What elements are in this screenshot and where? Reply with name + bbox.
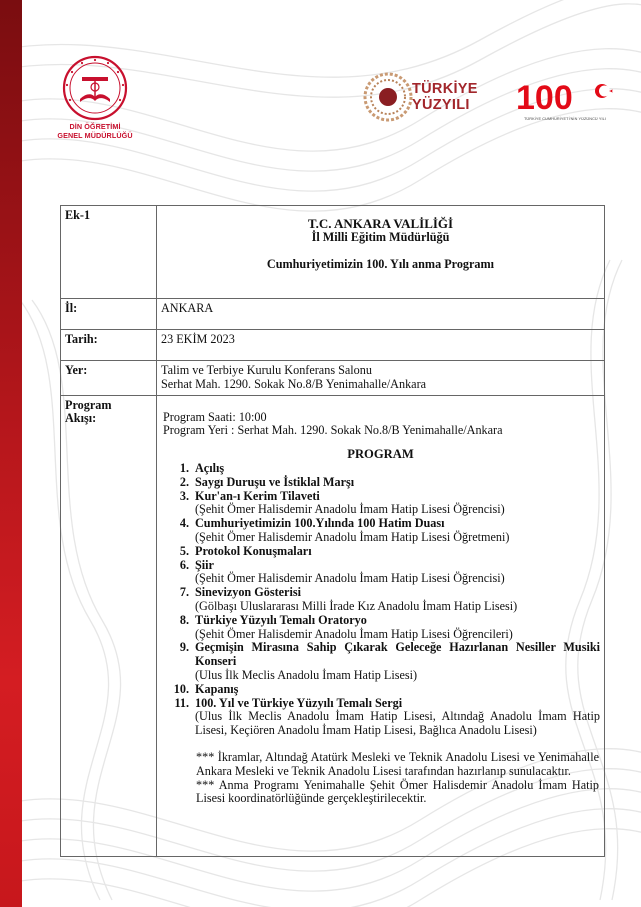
flow-label-line2: Akışı: xyxy=(65,411,97,426)
program-item-title: 100. Yıl ve Türkiye Yüzyılı Temalı Sergi xyxy=(195,695,403,710)
program-item-title: Türkiye Yüzyılı Temalı Oratoryo xyxy=(195,612,367,627)
program-item-body xyxy=(195,490,600,518)
program-item-body xyxy=(195,586,600,614)
program-item-title: Sinevizyon Gösterisi xyxy=(195,585,301,600)
program-item-body xyxy=(195,559,600,587)
program-item-detail: (Şehit Ömer Halisdemir Anadolu İmam Hatip Lisesi Öğrencileri) xyxy=(195,626,513,641)
program-item-body xyxy=(195,462,600,476)
label-il: İl: xyxy=(61,299,157,330)
label-program-flow xyxy=(61,395,157,856)
program-item xyxy=(161,517,600,545)
row-tarih xyxy=(61,330,605,361)
program-list xyxy=(161,462,600,738)
title-line2: İl Milli Eğitim Müdürlüğü xyxy=(311,229,450,244)
centenary-subtitle: TÜRKİYE CUMHURİYETİ'NİN YÜZÜNCÜ YILI xyxy=(523,117,607,121)
label-yer: Yer: xyxy=(61,361,157,396)
row-yer xyxy=(61,361,605,396)
program-item xyxy=(161,641,600,682)
program-item-title: Cumhuriyetimizin 100.Yılında 100 Hatim Duası xyxy=(195,516,445,531)
program-item-title: Geçmişin Mirasına Sahip Çıkarak Geleceğe Hazırlanan Nesiller Musiki Konseri xyxy=(195,640,600,669)
program-item-body xyxy=(195,641,600,682)
program-item-body xyxy=(195,614,600,642)
left-red-band xyxy=(0,0,22,907)
program-item-title: Açılış xyxy=(195,460,225,475)
program-item-title: Kur'an-ı Kerim Tilaveti xyxy=(195,488,320,503)
program-item-title: Protokol Konuşmaları xyxy=(195,543,312,558)
program-item-title: Saygı Duruşu ve İstiklal Marşı xyxy=(195,474,355,489)
program-item-detail: (Ulus İlk Meclis Anadolu İmam Hatip Lisesi, Altındağ Anadolu İmam Hatip Lisesi, Keçiören Anadolu İmam Hatip Lisesi, Bağlıca Anadolu Lisesi) xyxy=(195,709,600,738)
program-item xyxy=(161,490,600,518)
din-ogretimi-logo xyxy=(54,55,136,140)
program-item-body xyxy=(195,545,600,559)
program-item-body xyxy=(195,697,600,738)
program-item-number: 8. xyxy=(179,612,189,627)
note-catering: *** İkramlar, Altındağ Atatürk Mesleki ve Teknik Anadolu Lisesi ve Yenimahalle Ankara Mesleki ve Teknik Anadolu Lisesi tarafından hazırlanıp sunulacaktır. xyxy=(196,749,599,778)
flow-label-line1: Program xyxy=(65,397,112,412)
program-item-detail: (Gölbaşı Uluslararası Milli İrade Kız Anadolu İmam Hatip Lisesi) xyxy=(195,598,518,613)
program-item xyxy=(161,476,600,490)
program-time: Program Saati: 10:00 xyxy=(163,409,267,424)
program-item-detail: (Ulus İlk Meclis Anadolu İmam Hatip Lisesi) xyxy=(195,667,418,682)
ty-line1: TÜRKİYE xyxy=(412,81,478,97)
turkiye-yuzyili-logo xyxy=(360,63,500,143)
program-item-title: Kapanış xyxy=(195,681,239,696)
annex-label: Ek-1 xyxy=(61,206,157,299)
centenary-logo xyxy=(510,77,620,133)
value-yer xyxy=(157,361,605,396)
program-item xyxy=(161,559,600,587)
label-tarih: Tarih: xyxy=(61,330,157,361)
logo-caption-line2: GENEL MÜDÜRLÜĞÜ xyxy=(57,130,133,140)
program-item-body xyxy=(195,683,600,697)
program-item-number: 5. xyxy=(179,543,189,558)
program-item-title: Şiir xyxy=(195,557,214,572)
program-subtitle: Cumhuriyetimizin 100. Yılı anma Programı xyxy=(266,256,495,271)
program-item xyxy=(161,683,600,697)
program-item-number: 10. xyxy=(173,681,189,696)
program-table xyxy=(60,205,605,857)
title-cell xyxy=(157,206,605,299)
program-item-body xyxy=(195,476,600,490)
value-tarih: 23 EKİM 2023 xyxy=(157,330,605,361)
program-item-detail: (Şehit Ömer Halisdemir Anadolu İmam Hatip Lisesi Öğrencisi) xyxy=(195,571,505,586)
program-item-number: 7. xyxy=(179,585,189,600)
ministry-seal-icon xyxy=(62,55,128,121)
note-coordination: *** Anma Programı Yenimahalle Şehit Ömer Halisdemir Anadolu İmam Hatip Lisesi koordinatörlüğünde gerçekleştirilecektir. xyxy=(196,777,599,806)
program-item-number: 9. xyxy=(179,640,189,655)
program-item-number: 11. xyxy=(174,695,189,710)
yer-line2: Serhat Mah. 1290. Sokak No.8/B Yenimahalle/Ankara xyxy=(161,376,427,391)
program-item-number: 6. xyxy=(179,557,189,572)
program-item xyxy=(161,697,600,738)
program-item-number: 1. xyxy=(179,460,189,475)
row-il xyxy=(61,299,605,330)
program-item-body xyxy=(195,517,600,545)
title-line1: T.C. ANKARA VALİLİĞİ xyxy=(307,216,454,231)
program-flow-cell xyxy=(157,395,605,856)
row-program-flow xyxy=(61,395,605,856)
yer-line1: Talim ve Terbiye Kurulu Konferans Salonu xyxy=(161,363,372,377)
title-row xyxy=(61,206,605,299)
centenary-numeral: 100 xyxy=(516,79,573,117)
sun-emblem-icon xyxy=(362,71,414,123)
centenary-100-icon xyxy=(510,77,620,117)
value-il: ANKARA xyxy=(157,299,605,330)
logo-caption-line1: DİN ÖĞRETİMİ xyxy=(69,122,121,131)
program-item xyxy=(161,545,600,559)
ty-line2: YÜZYILI xyxy=(412,97,470,113)
program-item xyxy=(161,614,600,642)
program-item-number: 2. xyxy=(179,474,189,489)
program-item-number: 3. xyxy=(179,488,189,503)
program-place: Program Yeri : Serhat Mah. 1290. Sokak No.8/B Yenimahalle/Ankara xyxy=(163,423,503,438)
program-item-detail: (Şehit Ömer Halisdemir Anadolu İmam Hatip Lisesi Öğrencisi) xyxy=(195,502,505,517)
program-item-detail: (Şehit Ömer Halisdemir Anadolu İmam Hatip Lisesi Öğretmeni) xyxy=(195,529,510,544)
program-heading: PROGRAM xyxy=(347,447,414,462)
program-item xyxy=(161,586,600,614)
program-item-number: 4. xyxy=(179,516,189,531)
program-item xyxy=(161,462,600,476)
